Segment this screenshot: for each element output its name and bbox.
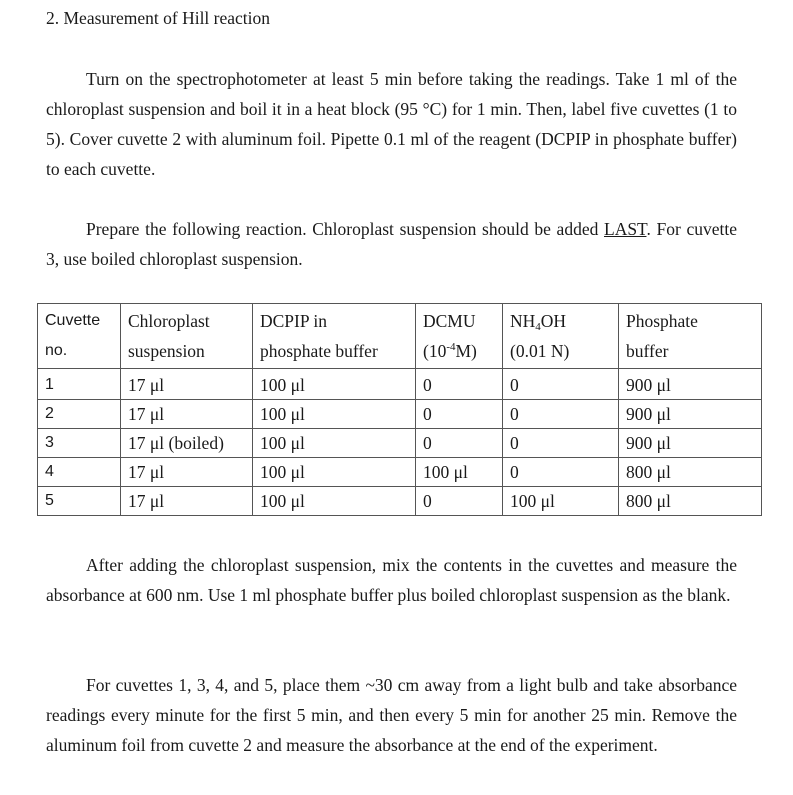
table-row	[38, 369, 762, 400]
cell-cuvette-no: 5	[38, 487, 121, 516]
cell-dcmu: 0	[416, 400, 503, 429]
emphasis-last: LAST	[604, 219, 647, 239]
cell-chloroplast: 17 μl	[121, 400, 253, 429]
light-readings-paragraph	[46, 670, 737, 760]
header-chloroplast-line1: Chloroplast	[128, 311, 210, 331]
cell-chloroplast: 17 μl	[121, 369, 253, 400]
cell-nh4oh: 0	[503, 458, 619, 487]
nh4oh-pre: NH	[510, 311, 536, 331]
prepare-text-before: Prepare the following reaction. Chloroplast suspension should be added	[86, 219, 604, 239]
table-row	[38, 458, 762, 487]
table-row	[38, 429, 762, 458]
header-nh4oh-line2: (0.01 N)	[510, 341, 570, 361]
header-chloroplast-line2: suspension	[128, 341, 205, 361]
cell-dcpip: 100 μl	[253, 487, 416, 516]
header-dcpip-line2: phosphate buffer	[260, 341, 378, 361]
header-chloroplast	[121, 304, 253, 369]
prepare-paragraph	[46, 214, 737, 274]
dcmu-conc-exponent: -4	[446, 341, 456, 353]
prepare-text-after: . For cuvette 3, use boiled chloroplast suspension.	[46, 219, 737, 269]
cell-dcpip: 100 μl	[253, 369, 416, 400]
header-nh4oh	[503, 304, 619, 369]
header-nh4oh-line1	[510, 306, 618, 336]
header-phosphate	[619, 304, 762, 369]
cell-dcmu: 0	[416, 369, 503, 400]
cell-chloroplast: 17 μl	[121, 458, 253, 487]
cell-dcmu: 100 μl	[416, 458, 503, 487]
cell-phosphate: 800 μl	[619, 487, 762, 516]
cell-dcmu: 0	[416, 487, 503, 516]
header-phosphate-line2: buffer	[626, 341, 669, 361]
measurement-text: After adding the chloroplast suspension, mix the contents in the cuvettes and measure the absorbance at 600 nm. Use 1 ml phosphate buffer plus boiled chloroplast suspension as the blank.	[46, 555, 737, 605]
cell-cuvette-no: 1	[38, 369, 121, 400]
cell-cuvette-no: 3	[38, 429, 121, 458]
cell-dcmu: 0	[416, 429, 503, 458]
section-heading: 2. Measurement of Hill reaction	[46, 8, 271, 28]
nh4oh-subscript: 4	[535, 321, 541, 333]
header-dcmu	[416, 304, 503, 369]
intro-paragraph	[46, 64, 737, 184]
cell-cuvette-no: 2	[38, 400, 121, 429]
header-cuvette	[38, 304, 121, 369]
cell-phosphate: 900 μl	[619, 369, 762, 400]
header-dcpip-line1: DCPIP in	[260, 311, 327, 331]
cell-dcpip: 100 μl	[253, 400, 416, 429]
cell-nh4oh: 0	[503, 429, 619, 458]
header-phosphate-line1: Phosphate	[626, 311, 698, 331]
header-dcmu-line2	[423, 336, 502, 366]
table-row	[38, 400, 762, 429]
table-header-row	[38, 304, 762, 369]
cell-nh4oh: 0	[503, 369, 619, 400]
header-cuvette-line1: Cuvette	[45, 312, 101, 329]
measurement-paragraph	[46, 550, 737, 610]
cell-dcpip: 100 μl	[253, 429, 416, 458]
cell-nh4oh: 100 μl	[503, 487, 619, 516]
cell-phosphate: 900 μl	[619, 400, 762, 429]
header-dcpip	[253, 304, 416, 369]
cell-nh4oh: 0	[503, 400, 619, 429]
cell-phosphate: 800 μl	[619, 458, 762, 487]
dcmu-conc-post: M)	[455, 341, 477, 361]
cell-chloroplast: 17 μl (boiled)	[121, 429, 253, 458]
cell-chloroplast: 17 μl	[121, 487, 253, 516]
dcmu-conc-pre: (10	[423, 341, 447, 361]
light-readings-text: For cuvettes 1, 3, 4, and 5, place them ~30 cm away from a light bulb and take absorbance readings every minute for the first 5 min, and then every 5 min for another 25 min. Remove the aluminum foil from cuvette 2 and measure the absorbance at the end of the experiment.	[46, 675, 737, 755]
cell-dcpip: 100 μl	[253, 458, 416, 487]
intro-text: Turn on the spectrophotometer at least 5 min before taking the readings. Take 1 ml of the chloroplast suspension and boil it in a heat block (95 °C) for 1 min. Then, label five cuvettes (1 to 5). Cover cuvette 2 with aluminum foil. Pipette 0.1 ml of the reagent (DCPIP in phosphate buffer) to each cuvette.	[46, 69, 737, 179]
reaction-table	[37, 303, 762, 516]
table-row	[38, 487, 762, 516]
header-cuvette-line2: no.	[45, 342, 68, 359]
header-dcmu-line1: DCMU	[423, 311, 476, 331]
cell-cuvette-no: 4	[38, 458, 121, 487]
nh4oh-post: OH	[540, 311, 567, 331]
cell-phosphate: 900 μl	[619, 429, 762, 458]
